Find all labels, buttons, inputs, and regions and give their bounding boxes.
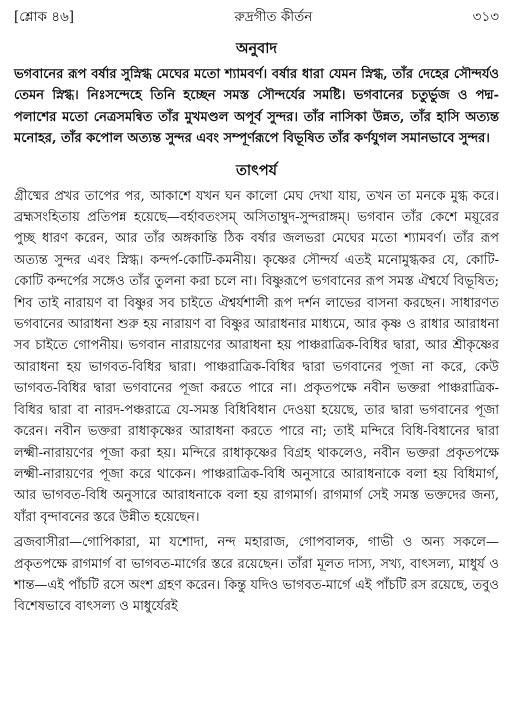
translation-heading: অনুবাদ	[235, 40, 278, 57]
purport-paragraph-1: গ্রীষ্মের প্রখর তাপের পর, আকাশে যখন ঘন কালো মেঘ দেখা যায়, তখন তা মনকে মুগ্ধ করে। ব্রহ্মসংহিতায় প্রতিপন্ন হয়েছে—বর্হাবতংসম্ অসিতাম্বুদ-সুন্দরাঙ্গম্। ভগবান তাঁর কেশে ময়ূরের পুচ্ছ ধারণ করেন, আর তাঁর অঙ্গকান্তি ঠিক বর্ষার জলভরা মেঘের মতো শ্যামবর্ণ। তাঁর রূপ অত্যন্ত সুন্দর এবং স্নিগ্ধ। কন্দর্প-কোটি-কমনীয়। কৃষ্ণের সৌন্দর্য এতই মনোমুগ্ধকর যে, কোটি-কোটি কন্দর্পের সঙ্গেও তাঁর তুলনা করা চলে না। বিষ্ণুরূপে ভগবানের রূপ সমস্ত ঐশ্বর্যে বিভূষিত; শিব তাই নারায়ণ বা বিষ্ণুর সব চাইতে ঐশ্বর্যশালী রূপ দর্শন লাভের বাসনা করছেন। সাধারণত ভগবানের আরাধনা শুরু হয় নারায়ণ বা বিষ্ণুর আরাধনার মাধ্যমে, আর কৃষ্ণ ও রাধার আরাধনা সব চাইতে গোপনীয়। ভগবান নারায়ণের আরাধনা হয় পাঞ্চরাত্রিক-বিধির দ্বারা, আর শ্রীকৃষ্ণের আরাধনা হয় ভাগবত-বিধির দ্বারা। পাঞ্চরাত্রিক-বিধির দ্বারা ভগবানের পূজা না করে, কেউ ভাগবত-বিধির দ্বারা ভগবানের পূজা করতে পারে না। প্রকৃতপক্ষে নবীন ভক্তরা পাঞ্চরাত্রিক-বিধির দ্বারা বা নারদ-পঞ্চরাত্রে যে-সমস্ত বিধিবিধান দেওয়া হয়েছে, তার দ্বারা ভগবানের পূজা করেন। নবীন ভক্তরা রাধাকৃষ্ণের আরাধনা করতে পারে না; তাই মন্দিরে বিধি-বিধানের দ্বারা লক্ষ্মী-নারায়ণের পূজা করা হয়। মন্দিরে রাধাকৃষ্ণের বিগ্রহ থাকলেও, নবীন ভক্তরা প্রকৃতপক্ষে লক্ষ্মী-নারায়ণের পূজা করে থাকেন। পাঞ্চরাত্রিক-বিধি অনুসারে আরাধনাকে বলা হয় বিধিমার্গ, আর ভাগবত-বিধি অনুসারে আরাধনাকে বলা হয় রাগমার্গ। রাগমার্গ সেই সমস্ত ভক্তদের জন্য, যাঁরা বৃন্দাবনের স্তরে উন্নীত হয়েছেন।	[14, 188, 499, 525]
running-head	[14, 8, 499, 26]
verse-number: [শ্লোক ৪৬]	[14, 9, 75, 25]
purport-heading: তাৎপর্য	[235, 161, 278, 179]
page-number: ৩১৩	[472, 9, 499, 25]
purport-paragraph-2: ব্রজবাসীরা—গোপিকারা, মা যশোদা, নন্দ মহারাজ, গোপবালক, গাভী ও অন্য সকলে—প্রকৃতপক্ষে রাগমার্গ বা ভাগবত-মার্গের স্তরে রয়েছেন। তাঁরা মূলত দাস্য, সখ্য, বাৎসল্য, মাধুর্য ও শান্ত—এই পাঁচটি রসে অংশ গ্রহণ করেন। কিন্তু যদিও ভাগবত-মার্গে এই পাঁচটি রস রয়েছে, তবুও বিশেষভাবে বাৎসল্য ও মাধুর্যেরই	[14, 535, 499, 615]
chapter-title: রুদ্রগীত কীর্তন	[234, 9, 313, 25]
translation-text: ভগবানের রূপ বর্ষার সুস্নিগ্ধ মেঘের মতো শ্যামবর্ণ। বর্ষার ধারা যেমন স্নিগ্ধ, তাঁর দেহের সৌন্দর্যও তেমন স্নিগ্ধ। নিঃসন্দেহে তিনি হচ্ছেন সমস্ত সৌন্দর্যের সমষ্টি। ভগবানের চতুর্ভুজ ও পদ্ম-পলাশের মতো নেত্রসমন্বিত তাঁর মুখমণ্ডল অপূর্ব সুন্দর। তাঁর নাসিকা উন্নত, তাঁর হাসি অত্যন্ত মনোহর, তাঁর কপোল অত্যন্ত সুন্দর এবং সম্পূর্ণরূপে বিভূষিত তাঁর কর্ণযুগল সমানভাবে সুন্দর।	[14, 67, 499, 147]
